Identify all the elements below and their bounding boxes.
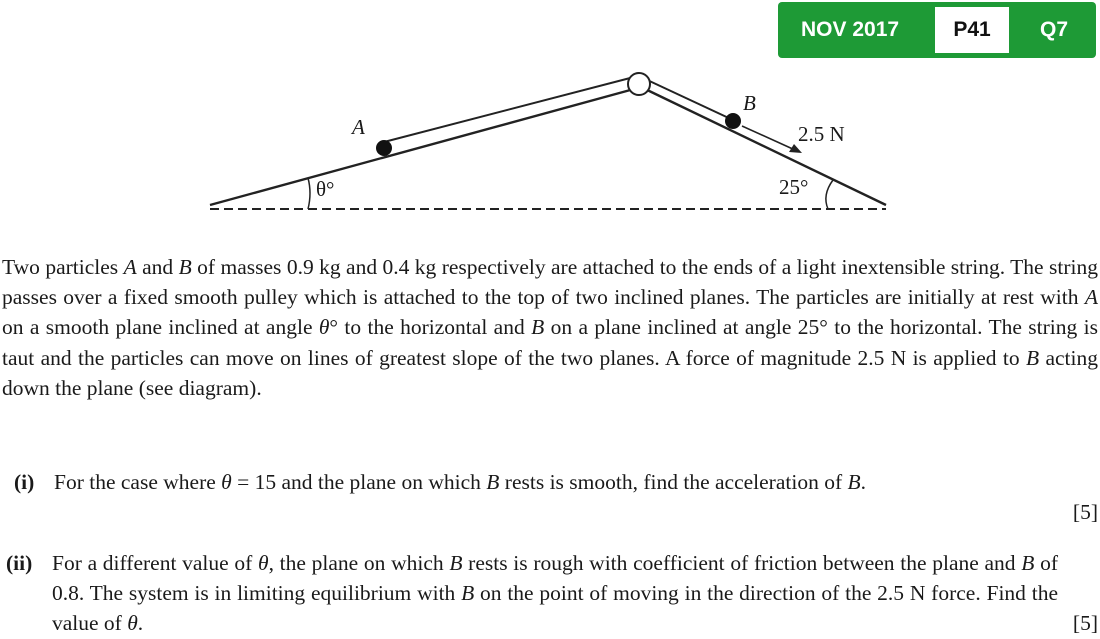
part-text: For a different value of θ, the plane on which B rests is rough with coefficient of friction between the plane and B of 0.8. The system is in limiting equilibrium with B on the point of moving in the direction of the 2.5 N force. Find the value of θ. bbox=[52, 551, 1058, 636]
right-string bbox=[643, 78, 733, 120]
left-incline bbox=[210, 89, 634, 205]
pulley bbox=[628, 73, 650, 95]
label-particle-a: A bbox=[352, 115, 365, 139]
badge-paper: P41 bbox=[935, 7, 1009, 53]
particle-b bbox=[725, 113, 741, 129]
label-force: 2.5 N bbox=[798, 122, 845, 146]
question-part-i bbox=[2, 467, 1098, 527]
part-number: (i) bbox=[14, 470, 35, 494]
part-marks: [5] bbox=[1072, 611, 1098, 635]
inclined-planes-diagram bbox=[0, 60, 1100, 220]
badge-session: NOV 2017 bbox=[801, 18, 900, 41]
label-angle-theta: θ° bbox=[316, 177, 335, 201]
question-intro: Two particles A and B of masses 0.9 kg and 0.4 kg respectively are attached to the ends of a light inextensible string. The string passes over a fixed smooth pulley which is attached to the top of two inclined planes. The particles are initially at rest with A on a smooth plane inclined at angle θ° to the horizontal and B on a plane inclined at angle 25° to the horizontal. The string is taut and the particles can move on lines of greatest slope of the two planes. A force of magnitude 2.5 N is applied to B acting down the plane (see diagram). bbox=[2, 255, 1098, 400]
badge-question: Q7 bbox=[1040, 18, 1069, 41]
question-badge bbox=[778, 2, 1096, 58]
label-particle-b: B bbox=[743, 91, 756, 115]
question-part-ii bbox=[2, 548, 1098, 639]
part-text: For the case where θ = 15 and the plane on which B rests is smooth, find the acceleration of B. bbox=[54, 470, 867, 494]
force-arrow bbox=[742, 126, 795, 150]
part-marks: [5] bbox=[1072, 500, 1098, 525]
particle-a bbox=[376, 140, 392, 156]
label-angle-25: 25° bbox=[779, 175, 809, 199]
angle-arc-right bbox=[826, 180, 833, 209]
left-string bbox=[384, 77, 634, 142]
right-incline bbox=[643, 88, 886, 205]
part-number: (ii) bbox=[6, 551, 33, 575]
angle-arc-left bbox=[308, 178, 310, 209]
